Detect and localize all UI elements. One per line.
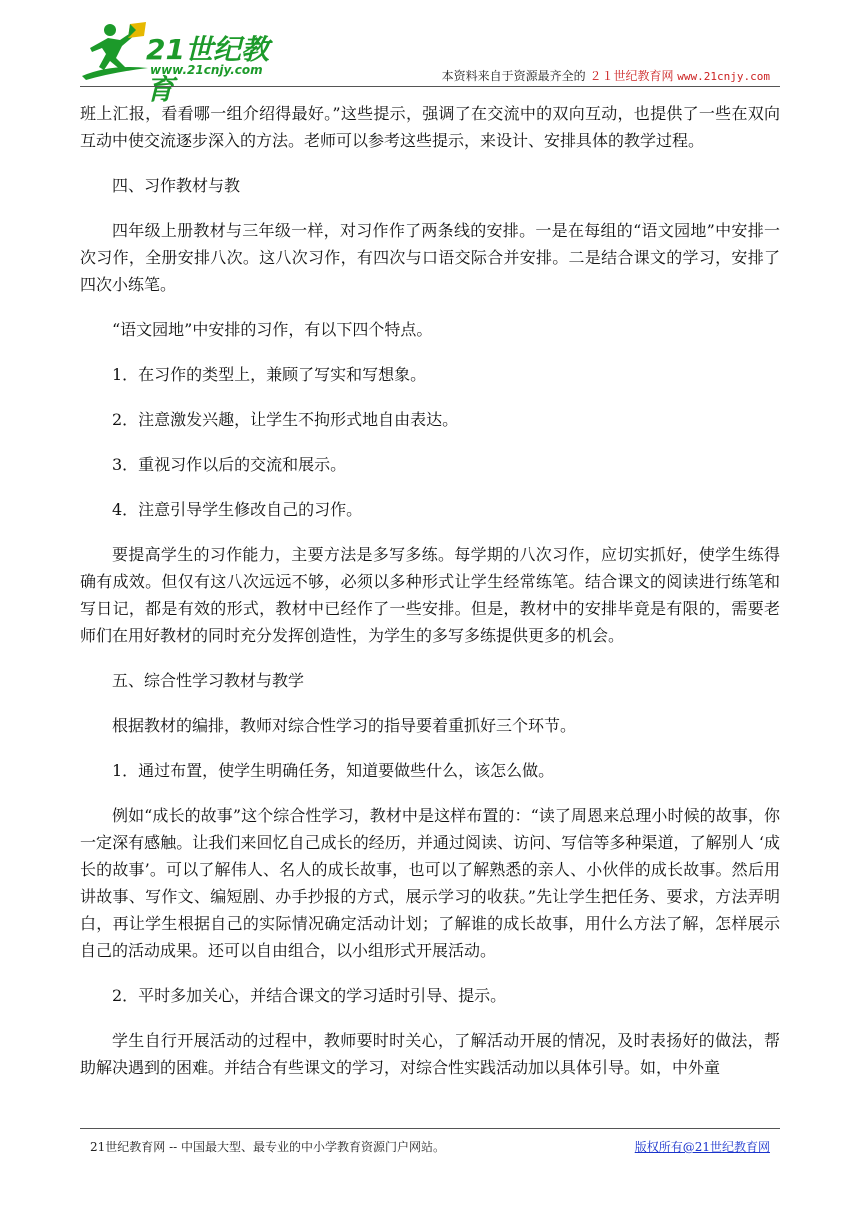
paragraph: 学生自行开展活动的过程中，教师要时时关心，了解活动开展的情况，及时表扬好的做法，帮助解决遇到的困难。并结合有些课文的学习，对综合性实践活动加以具体引导。如，中外童 bbox=[80, 1031, 780, 1077]
source-note bbox=[442, 67, 770, 84]
list-item: 1．在习作的类型上，兼顾了写实和写想象。 bbox=[112, 365, 427, 384]
list-item: 4．注意引导学生修改自己的习作。 bbox=[112, 500, 363, 519]
list-item: 2．注意激发兴趣，让学生不拘形式地自由表达。 bbox=[112, 410, 459, 429]
running-figure-icon bbox=[80, 18, 150, 82]
paragraph: 四年级上册教材与三年级一样，对习作作了两条线的安排。一是在每组的“语文园地”中安排一次习作，全册安排八次。这八次习作，有四次与口语交际合并安排。二是结合课文的学习，安排了四次小练笔。 bbox=[80, 221, 780, 294]
list-item: 3．重视习作以后的交流和展示。 bbox=[112, 455, 347, 474]
logo-brand-text: 21世纪教育 bbox=[146, 33, 269, 106]
paragraph: “语文园地”中安排的习作，有以下四个特点。 bbox=[112, 320, 433, 339]
paragraph: 例如“成长的故事”这个综合性学习，教材中是这样布置的：“读了周恩来总理小时候的故事，你一定深有感触。让我们来回忆自己成长的经历，并通过阅读、访问、写信等多种渠道，了解别人 ‘成长的故事’。可以了解伟人、名人的成长故事，也可以了解熟悉的亲人、小伙伴的成长故事。然后用讲故事、写作文、编短剧、办手抄报的方式，展示学习的收获。”先让学生把任务、要求，方法弄明白，再让学生根据自己的实际情况确定活动计划；了解谁的成长故事，用什么方法了解，怎样展示自己的活动成果。还可以自由组合，以小组形式开展活动。 bbox=[80, 806, 780, 960]
paragraph: 要提高学生的习作能力，主要方法是多写多练。每学期的八次习作，应切实抓好，使学生练得确有成效。但仅有这八次远远不够，必须以多种形式让学生经常练笔。结合课文的阅读进行练笔和写日记，都是有效的形式，教材中已经作了一些安排。但是，教材中的安排毕竟是有限的，需要老师们在用好教材的同时充分发挥创造性，为学生的多写多练提供更多的机会。 bbox=[80, 545, 780, 645]
paragraph: 根据教材的编排，教师对综合性学习的指导要着重抓好三个环节。 bbox=[112, 716, 577, 735]
footer-site-description: 21世纪教育网 -- 中国最大型、最专业的中小学教育资源门户网站。 bbox=[90, 1140, 446, 1154]
section-heading-5: 五、综合性学习教材与教学 bbox=[112, 671, 305, 690]
document-body bbox=[80, 100, 780, 1099]
header-divider bbox=[80, 86, 780, 87]
source-site-link[interactable]: ２１世纪教育网 bbox=[589, 69, 674, 83]
page-header bbox=[80, 18, 780, 106]
list-item: 2．平时多加关心，并结合课文的学习适时引导、提示。 bbox=[112, 986, 507, 1005]
logo-url-text: www.21cnjy.com bbox=[150, 63, 263, 77]
footer-copyright-link[interactable]: 版权所有@21世纪教育网 bbox=[634, 1140, 770, 1154]
source-url-link[interactable]: www.21cnjy.com bbox=[677, 70, 770, 83]
paragraph-continuation: 班上汇报，看看哪一组介绍得最好。”这些提示，强调了在交流中的双向互动，也提供了一些在双向互动中使交流逐步深入的方法。老师可以参考这些提示，来设计、安排具体的教学过程。 bbox=[80, 104, 780, 150]
footer-divider bbox=[80, 1128, 780, 1129]
list-item: 1．通过布置，使学生明确任务，知道要做些什么，该怎么做。 bbox=[112, 761, 555, 780]
section-heading-4: 四、习作教材与教 bbox=[112, 176, 241, 195]
site-logo[interactable] bbox=[80, 18, 290, 106]
source-prefix: 本资料来自于资源最齐全的 bbox=[441, 69, 586, 83]
